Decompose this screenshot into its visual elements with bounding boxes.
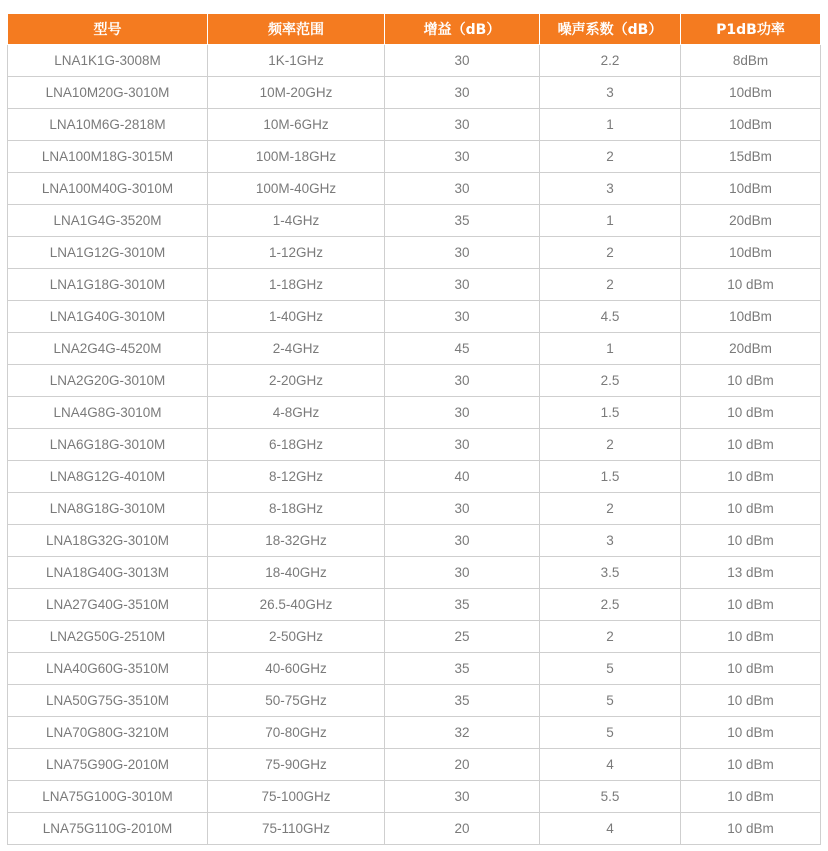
cell-gain: 30 [385,237,540,269]
cell-p1db-power: 10dBm [681,109,821,141]
header-gain: 增益（dB） [385,14,540,45]
cell-model: LNA1G18G-3010M [8,269,208,301]
cell-gain: 45 [385,333,540,365]
cell-p1db-power: 10 dBm [681,685,821,717]
cell-frequency-range: 2-50GHz [208,621,385,653]
cell-p1db-power: 20dBm [681,205,821,237]
table-row [8,333,821,365]
cell-p1db-power: 10 dBm [681,493,821,525]
cell-noise-figure: 2.5 [540,365,681,397]
cell-frequency-range: 10M-20GHz [208,77,385,109]
cell-gain: 20 [385,749,540,781]
table-row [8,685,821,717]
cell-frequency-range: 10M-6GHz [208,109,385,141]
table-body [8,45,821,845]
cell-p1db-power: 10 dBm [681,653,821,685]
cell-model: LNA10M20G-3010M [8,77,208,109]
cell-gain: 30 [385,365,540,397]
cell-model: LNA2G4G-4520M [8,333,208,365]
cell-p1db-power: 10 dBm [681,813,821,845]
cell-frequency-range: 70-80GHz [208,717,385,749]
cell-noise-figure: 5.5 [540,781,681,813]
cell-frequency-range: 2-20GHz [208,365,385,397]
cell-model: LNA1K1G-3008M [8,45,208,77]
cell-noise-figure: 2 [540,141,681,173]
cell-noise-figure: 2 [540,269,681,301]
cell-p1db-power: 10 dBm [681,429,821,461]
cell-p1db-power: 10dBm [681,173,821,205]
cell-model: LNA2G20G-3010M [8,365,208,397]
cell-noise-figure: 5 [540,717,681,749]
cell-noise-figure: 1.5 [540,397,681,429]
cell-frequency-range: 18-32GHz [208,525,385,557]
cell-frequency-range: 40-60GHz [208,653,385,685]
cell-model: LNA75G90G-2010M [8,749,208,781]
cell-gain: 20 [385,813,540,845]
cell-model: LNA2G50G-2510M [8,621,208,653]
cell-noise-figure: 2.2 [540,45,681,77]
cell-p1db-power: 10 dBm [681,269,821,301]
cell-gain: 30 [385,397,540,429]
table-row [8,397,821,429]
product-table-container [7,13,820,845]
cell-noise-figure: 3 [540,77,681,109]
cell-frequency-range: 2-4GHz [208,333,385,365]
table-header-row [8,14,821,45]
cell-gain: 30 [385,45,540,77]
table-row [8,525,821,557]
cell-frequency-range: 1K-1GHz [208,45,385,77]
header-p1db-power: P1dB功率 [681,14,821,45]
cell-frequency-range: 26.5-40GHz [208,589,385,621]
cell-p1db-power: 15dBm [681,141,821,173]
cell-noise-figure: 3.5 [540,557,681,589]
table-row [8,813,821,845]
cell-frequency-range: 8-12GHz [208,461,385,493]
cell-frequency-range: 100M-18GHz [208,141,385,173]
cell-frequency-range: 1-40GHz [208,301,385,333]
cell-noise-figure: 2.5 [540,589,681,621]
header-noise-figure: 噪声系数（dB） [540,14,681,45]
table-row [8,429,821,461]
cell-gain: 30 [385,269,540,301]
cell-noise-figure: 5 [540,653,681,685]
cell-noise-figure: 2 [540,429,681,461]
cell-gain: 30 [385,525,540,557]
cell-gain: 32 [385,717,540,749]
cell-noise-figure: 4 [540,749,681,781]
cell-noise-figure: 2 [540,621,681,653]
table-row [8,557,821,589]
cell-frequency-range: 1-18GHz [208,269,385,301]
table-row [8,141,821,173]
cell-noise-figure: 1.5 [540,461,681,493]
cell-model: LNA4G8G-3010M [8,397,208,429]
cell-p1db-power: 10 dBm [681,525,821,557]
cell-gain: 40 [385,461,540,493]
cell-model: LNA100M40G-3010M [8,173,208,205]
cell-p1db-power: 8dBm [681,45,821,77]
cell-p1db-power: 10 dBm [681,461,821,493]
table-row [8,749,821,781]
table-row [8,653,821,685]
cell-frequency-range: 4-8GHz [208,397,385,429]
table-row [8,301,821,333]
cell-frequency-range: 75-100GHz [208,781,385,813]
table-row [8,365,821,397]
cell-p1db-power: 10dBm [681,237,821,269]
cell-model: LNA1G4G-3520M [8,205,208,237]
cell-p1db-power: 10dBm [681,77,821,109]
cell-p1db-power: 10 dBm [681,717,821,749]
cell-model: LNA75G110G-2010M [8,813,208,845]
cell-noise-figure: 2 [540,493,681,525]
cell-p1db-power: 10 dBm [681,589,821,621]
cell-model: LNA18G32G-3010M [8,525,208,557]
cell-gain: 30 [385,173,540,205]
cell-p1db-power: 10 dBm [681,749,821,781]
cell-model: LNA75G100G-3010M [8,781,208,813]
cell-frequency-range: 1-12GHz [208,237,385,269]
cell-model: LNA10M6G-2818M [8,109,208,141]
cell-model: LNA1G12G-3010M [8,237,208,269]
cell-frequency-range: 6-18GHz [208,429,385,461]
cell-gain: 30 [385,781,540,813]
cell-gain: 30 [385,109,540,141]
cell-p1db-power: 10 dBm [681,397,821,429]
cell-p1db-power: 13 dBm [681,557,821,589]
cell-model: LNA50G75G-3510M [8,685,208,717]
cell-gain: 30 [385,77,540,109]
header-model: 型号 [8,14,208,45]
table-row [8,45,821,77]
cell-model: LNA1G40G-3010M [8,301,208,333]
cell-gain: 35 [385,685,540,717]
table-row [8,621,821,653]
cell-gain: 30 [385,429,540,461]
header-frequency-range: 频率范围 [208,14,385,45]
cell-model: LNA70G80G-3210M [8,717,208,749]
table-row [8,77,821,109]
cell-model: LNA18G40G-3013M [8,557,208,589]
cell-frequency-range: 1-4GHz [208,205,385,237]
cell-frequency-range: 18-40GHz [208,557,385,589]
cell-frequency-range: 75-90GHz [208,749,385,781]
cell-noise-figure: 1 [540,109,681,141]
cell-gain: 35 [385,589,540,621]
table-row [8,781,821,813]
table-row [8,461,821,493]
cell-frequency-range: 8-18GHz [208,493,385,525]
cell-gain: 30 [385,557,540,589]
cell-p1db-power: 10 dBm [681,365,821,397]
cell-model: LNA8G18G-3010M [8,493,208,525]
cell-model: LNA8G12G-4010M [8,461,208,493]
table-row [8,493,821,525]
cell-noise-figure: 5 [540,685,681,717]
table-row [8,173,821,205]
cell-noise-figure: 2 [540,237,681,269]
cell-p1db-power: 10 dBm [681,781,821,813]
table-row [8,269,821,301]
cell-p1db-power: 20dBm [681,333,821,365]
cell-model: LNA6G18G-3010M [8,429,208,461]
table-row [8,109,821,141]
cell-noise-figure: 3 [540,173,681,205]
cell-gain: 25 [385,621,540,653]
cell-noise-figure: 1 [540,205,681,237]
cell-model: LNA40G60G-3510M [8,653,208,685]
cell-model: LNA100M18G-3015M [8,141,208,173]
cell-frequency-range: 50-75GHz [208,685,385,717]
cell-noise-figure: 3 [540,525,681,557]
cell-p1db-power: 10dBm [681,301,821,333]
cell-frequency-range: 75-110GHz [208,813,385,845]
cell-noise-figure: 4.5 [540,301,681,333]
table-row [8,589,821,621]
cell-p1db-power: 10 dBm [681,621,821,653]
cell-gain: 35 [385,653,540,685]
cell-gain: 30 [385,301,540,333]
table-row [8,205,821,237]
lna-spec-table [7,13,821,845]
cell-gain: 30 [385,141,540,173]
cell-noise-figure: 1 [540,333,681,365]
table-row [8,717,821,749]
cell-noise-figure: 4 [540,813,681,845]
cell-gain: 30 [385,493,540,525]
cell-model: LNA27G40G-3510M [8,589,208,621]
cell-gain: 35 [385,205,540,237]
cell-frequency-range: 100M-40GHz [208,173,385,205]
table-row [8,237,821,269]
